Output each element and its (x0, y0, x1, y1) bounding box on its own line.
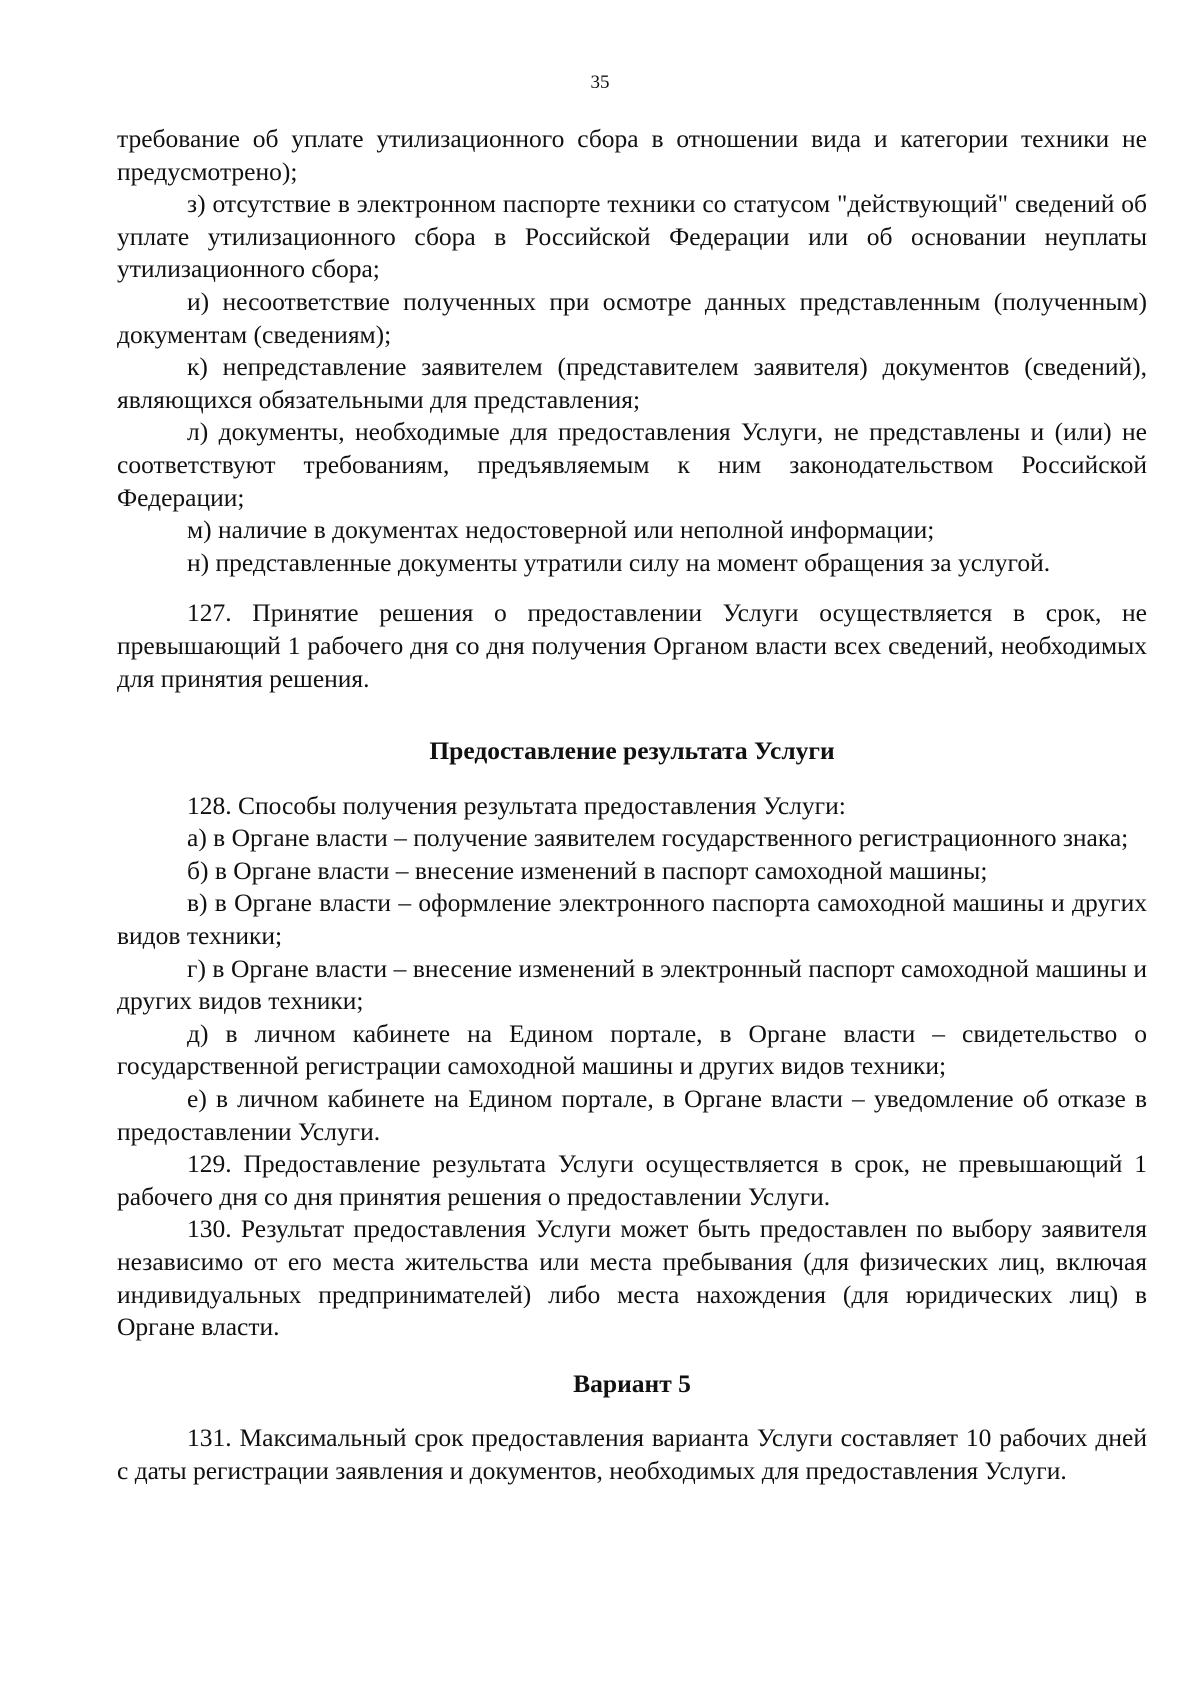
section-heading-result: Предоставление результата Услуги (429, 736, 835, 766)
list-item-a: а) в Органе власти – получение заявителем государственного регистрационного знака; (187, 823, 1129, 853)
list-item-k: к) непредставление заявителем (представителем заявителя) документов (сведений), являющихся обязательными для представления; (117, 352, 1147, 414)
section-heading-variant: Вариант 5 (573, 1368, 691, 1398)
page-number: 35 (590, 72, 610, 93)
spacer (117, 695, 1147, 735)
list-item-m: м) наличие в документах недостоверной или неполной информации; (187, 515, 935, 545)
paragraph-127: 127. Принятие решения о предоставлении Услуги осуществляется в срок, не превышающий 1 рабочего дня со дня получения Органом власти всех сведений, необходимых для принятия решения. (117, 598, 1147, 693)
spacer (117, 768, 1147, 790)
spacer (117, 1344, 1147, 1368)
paragraph-continuation: требование об уплате утилизационного сбора в отношении вида и категории техники не предусмотрено); (117, 124, 1147, 186)
document-body (117, 123, 1147, 1488)
list-item-n: н) представленные документы утратили силу на момент обращения за услугой. (187, 547, 1051, 577)
list-item-d: д) в личном кабинете на Едином портале, в Органе власти – свидетельство о государственной регистрации самоходной машины и других видов техники; (117, 1018, 1147, 1081)
list-item-e: е) в личном кабинете на Едином портале, в Органе власти – уведомление об отказе в предоставлении Услуги. (117, 1084, 1147, 1146)
list-item-g: г) в Органе власти – внесение изменений в электронный паспорт самоходной машины и других видов техники; (117, 953, 1147, 1016)
spacer (117, 579, 1147, 597)
list-item-l: л) документы, необходимые для предоставления Услуги, не представлены и (или) не соответствуют требованиям, предъявляемым к ним законодательством Российской Федерации; (117, 417, 1147, 512)
paragraph-128: 128. Способы получения результата предоставления Услуги: (187, 790, 846, 820)
list-item-i: и) несоответствие полученных при осмотре данных представленным (полученным) документам (сведениям); (117, 286, 1147, 349)
paragraph-131: 131. Максимальный срок предоставления варианта Услуги составляет 10 рабочих дней с даты регистрации заявления и документов, необходимых для предоставления Услуги. (117, 1423, 1147, 1485)
list-item-z: з) отсутствие в электронном паспорте техники со статусом "действующий" сведений об уплате утилизационного сбора в Российской Федерации или об основании неуплаты утилизационного сбора; (117, 189, 1147, 284)
list-item-b: б) в Органе власти – внесение изменений в паспорт самоходной машины; (187, 855, 988, 885)
spacer (117, 1400, 1147, 1422)
paragraph-129: 129. Предоставление результата Услуги осуществляется в срок, не превышающий 1 рабочего дня со дня принятия решения о предоставлении Услуги. (117, 1149, 1147, 1211)
paragraph-130: 130. Результат предоставления Услуги может быть предоставлен по выбору заявителя независимо от его места жительства или места пребывания (для физических лиц, включая индивидуальных предпринимателей) либо места нахождения (для юридических лиц) в Органе власти. (117, 1214, 1147, 1342)
list-item-v: в) в Органе власти – оформление электронного паспорта самоходной машины и других видов техники; (117, 888, 1147, 951)
